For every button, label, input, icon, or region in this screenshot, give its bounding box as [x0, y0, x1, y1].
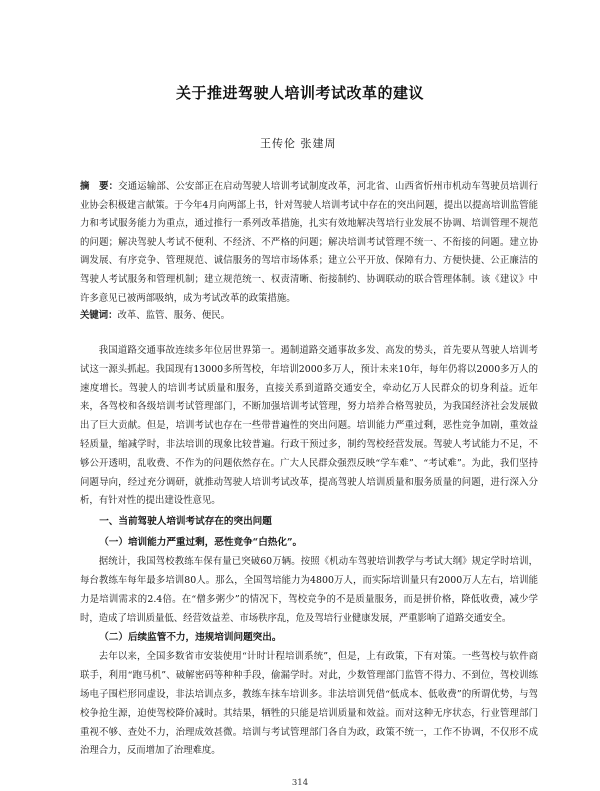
page-number: 314	[291, 778, 309, 788]
keywords-text: 改革、监管、服务、便民。	[117, 310, 231, 321]
abstract	[80, 178, 538, 308]
paper-title: 关于推进驾驶人培训考试改革的建议	[175, 84, 424, 102]
subsection-heading-2: （二）后续监管不力，违规培训问题突出。	[99, 632, 282, 644]
section-heading-1: 一、当前驾驶人培训考试存在的突出问题	[99, 516, 272, 528]
paper-authors: 王传伦 张建周	[260, 137, 337, 150]
abstract-label: 摘 要：	[80, 181, 119, 192]
subsection-1-paragraph: 据统计，我国驾校教练车保有量已突破60万辆。按照《机动车驾驶培训教学与考试大纲》规定学时培训，每台教练车每年最多培训80人。那么，全国驾培能力为4800万人，而实际培训量只有2000万人左右，培训能力是培训需求的2.4倍。在“僧多粥少”的情况下，驾校竞争的不是质量服务，而是拼价格，降低收费，减少学时，造成了培训质量低、经营效益差、市场秩序乱，危及驾培行业健康发展，严重影响了道路交通安全。	[80, 556, 538, 624]
subsection-2-paragraph: 去年以来，全国多数省市安装使用“计时计程培训系统”，但是，上有政策，下有对策。一些驾校与软件商联手，利用“跑马机”、破解密码等种种手段，偷漏学时。对此，少数管理部门监管不得力、不到位，驾校训练场电子围栏形同虚设，非法培训点多，教练车抹车培训多。非法培训凭借“低成本、低收费”的所谓优势，与驾校争抢生源，迫使驾校降价减时。其结果，牺牲的只能是培训质量和效益。而对这种无序状态，行业管理部门重视不够、查处不力，治理成效甚微。培训与考试管理部门各自为政，政策不统一，工作不协调，不仅形不成治理合力，反而增加了治理难度。	[80, 651, 538, 757]
abstract-text: 交通运输部、公安部正在启动驾驶人培训考试制度改革，河北省、山西省忻州市机动车驾驶员培训行业协会积极建言献策。于今年4月向两部上书，针对驾驶人培训考试中存在的突出问题，提出以提高培训监管能力和考试服务能力为重点，通过推行一系列改革措施，扎实有效地解决驾培行业发展不协调、培训管理不规范的问题；解决驾驶人考试不便利、不经济、不严格的问题；解决培训考试管理不统一、不衔接的问题。建立协调发展、有序竞争、管理规范、诚信服务的驾培市场体系；建立公平开放、保障有力、方便快捷、公正廉洁的驾驶人考试服务和管理机制；建立规范统一、权责清晰、衔接制约、协调联动的联合管理体制。该《建议》中许多意见已被两部吸纳，成为考试改革的政策措施。	[80, 181, 538, 304]
intro-paragraph: 我国道路交通事故连续多年位居世界第一。遏制道路交通事故多发、高发的势头，首先要从驾驶人培训考试这一源头抓起。我国现有13000多所驾校，年培训2000多万人，预计未来10年，每年仍将以2000多万人的速度增长。驾驶人的培训考试质量和服务，直接关系到道路交通安全，牵动亿万人民群众的切身利益。近年来，各驾校和各级培训考试管理部门，不断加强培训考试管理，努力培养合格驾驶员，为我国经济社会发展做出了巨大贡献。但是，培训考试也存在一些带普遍性的突出问题。培训能力严重过剩，恶性竞争加剧，重效益轻质量，缩减学时，非法培训的现象比较普遍。行政干预过多，制约驾校经营发展。驾驶人考试能力不足，不够公开透明，乱收费、不作为的问题依然存在。广大人民群众强烈反映“学车难”、“考试难”。为此，我们坚持问题导向，经过充分调研，就推动驾驶人培训考试改革，提高驾驶人培训质量和服务质量的问题，进行深入分析，有针对性的提出建设性意见。	[80, 345, 538, 507]
keywords-label: 关键词：	[80, 310, 118, 321]
keywords	[80, 308, 538, 324]
subsection-heading-1: （一）培训能力严重过剩，恶性竞争“白热化”。	[99, 537, 303, 549]
body-text	[80, 342, 538, 761]
